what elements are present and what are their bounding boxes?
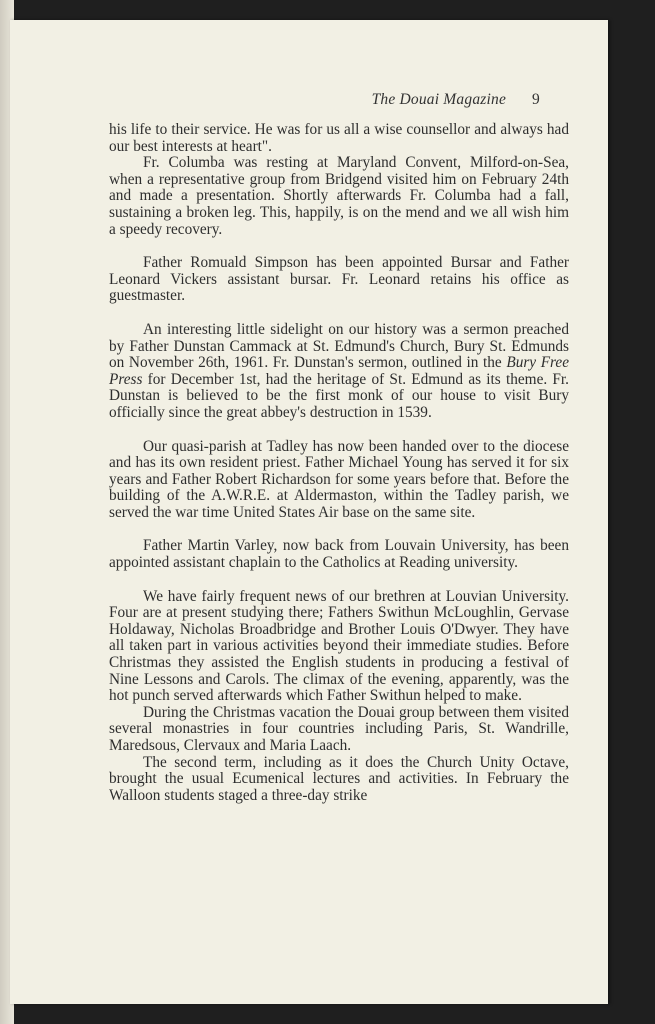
page-number: 9 (532, 91, 540, 108)
paragraph: Father Romuald Simpson has been appointed Bursar and Father Leonard Vickers assistant bursar. Fr. Leonard retains his office as guestmaster. (109, 254, 569, 305)
paragraph (109, 322, 569, 422)
paragraph: Our quasi-parish at Tadley has now been handed over to the diocese and has its own resident priest. Father Michael Young has served it for six years and Father Robert Richardson for some years before that. Before the building of the A.W.R.E. at Aldermaston, within the Tadley parish, we served the war time United States Air base on the same site. (109, 437, 569, 521)
paragraph: Fr. Columba was resting at Maryland Convent, Milford-on-Sea, when a representative group from Bridgend visited him on February 24th and made a presentation. Shortly afterwards Fr. Columba had a fall, sustaining a broken leg. This, happily, is on the mend and we all wish him a speedy recovery. (109, 154, 569, 238)
article-body (109, 122, 569, 804)
running-head (372, 91, 540, 109)
magazine-page (10, 20, 608, 1004)
paragraph-text: An interesting little sidelight on our history was a sermon preached by Father Dunstan Cammack at St. Edmund's Church, Bury St. Edmunds on November 26th, 1961. Fr. Dunstan's sermon, outlined in the (109, 320, 569, 372)
paragraph-text: for December 1st, had the heritage of St. Edmund as its theme. Fr. Dunstan is believed to be the first monk of our house to visit Bury officially since the great abbey's destruction in 1539. (109, 370, 569, 421)
paragraph: Father Martin Varley, now back from Louvain University, has been appointed assistant chaplain to the Catholics at Reading university. (109, 537, 569, 572)
newspaper-title: Bury Free Press (109, 354, 570, 388)
paragraph: We have fairly frequent news of our brethren at Louvian University. Four are at present studying there; Fathers Swithun McLoughlin, Gervase Holdaway, Nicholas Broadbridge and Brother Louis O'Dwyer. They have all taken part in various activities beyond their immediate studies. Before Christmas they assisted the English students in producing a festival of Nine Lessons and Carols. The climax of the evening, apparently, was the hot punch served afterwards which Father Swithun helped to make. (109, 587, 569, 705)
paragraph: During the Christmas vacation the Douai group between them visited several monastries in four countries including Paris, St. Wandrille, Maredsous, Clervaux and Maria Laach. (109, 703, 569, 754)
magazine-title: The Douai Magazine (371, 91, 507, 108)
paragraph: his life to their service. He was for us all a wise counsellor and always had our best interests at heart". (109, 121, 569, 155)
paragraph: The second term, including as it does the Church Unity Octave, brought the usual Ecumenical lectures and activities. In February the Walloon students staged a three-day strike (109, 753, 569, 804)
